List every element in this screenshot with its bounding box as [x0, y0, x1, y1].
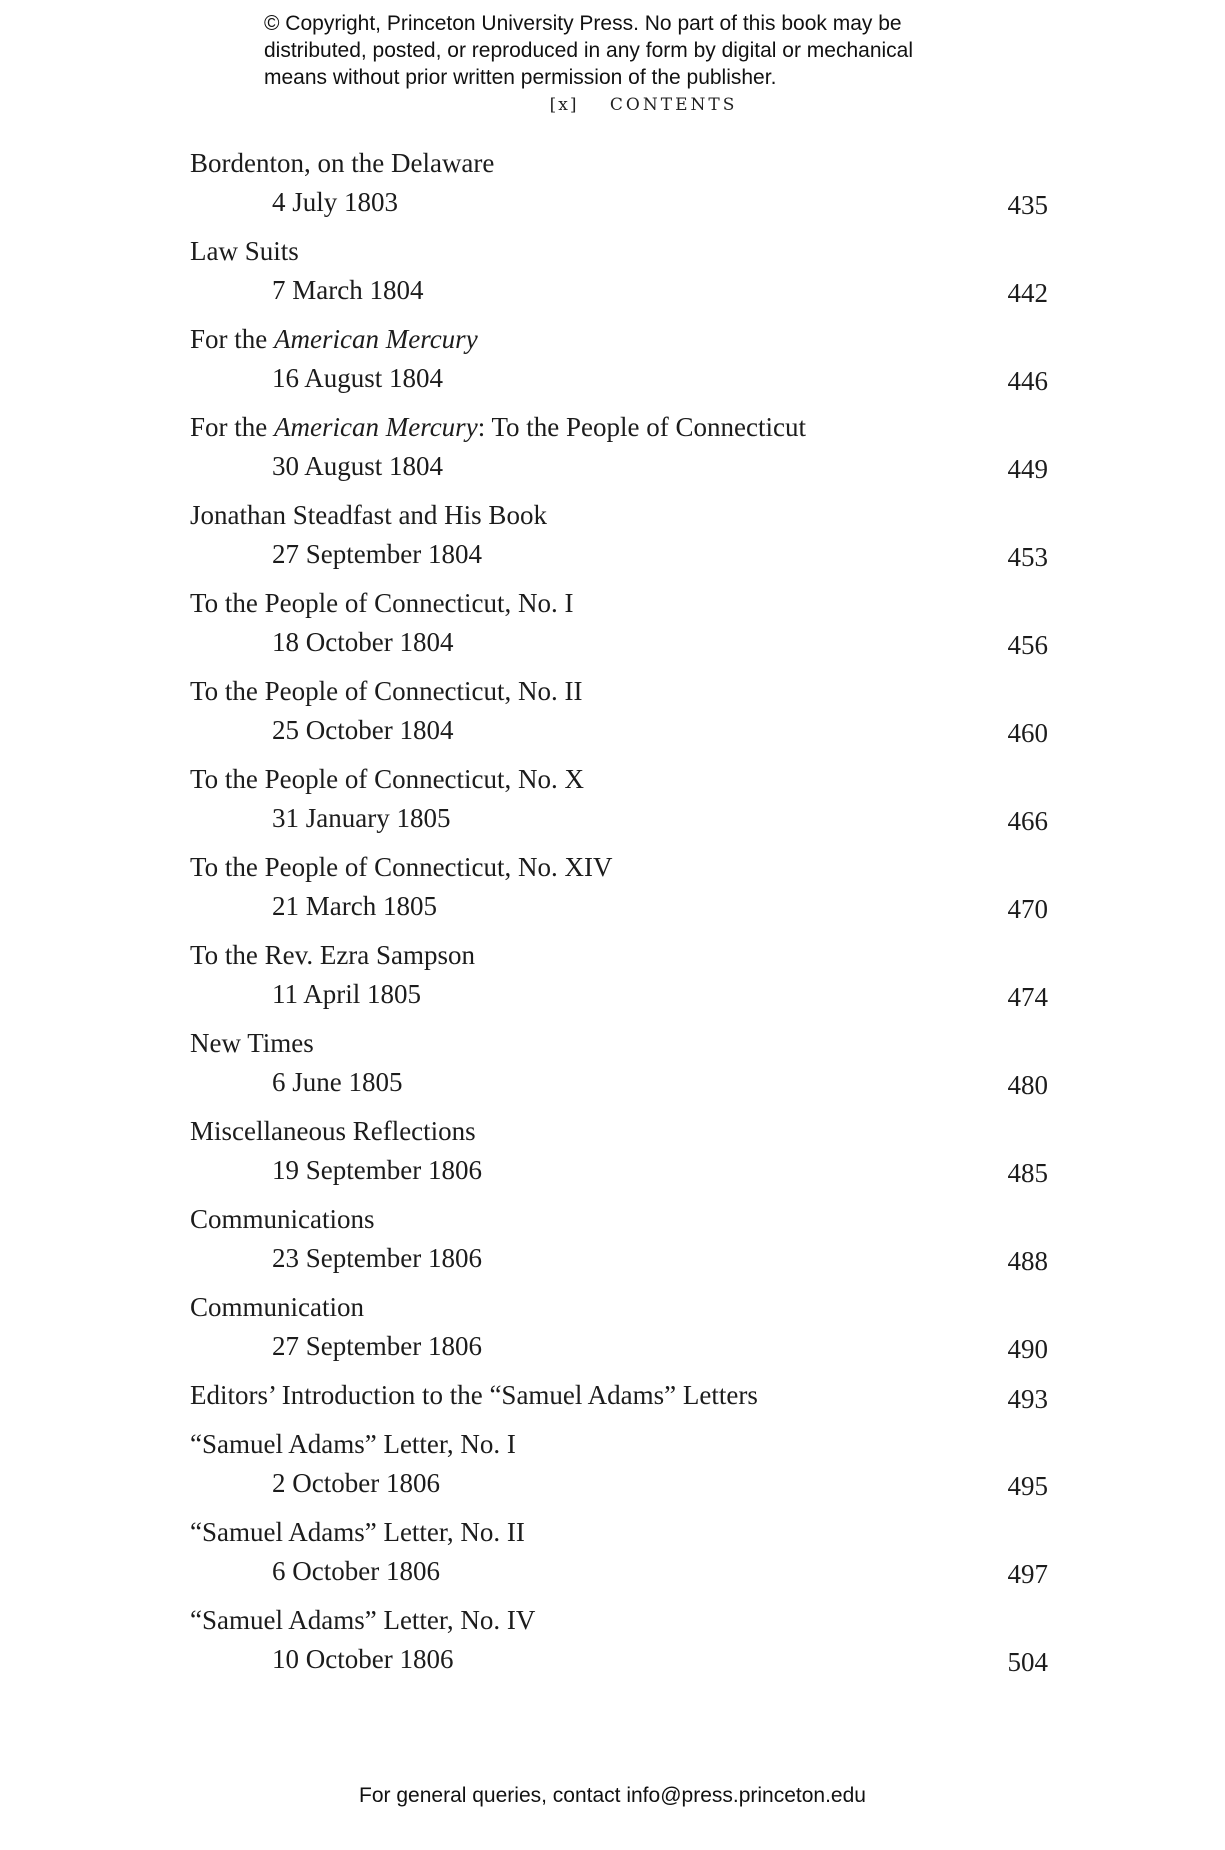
toc-entry-title-text: For the [190, 324, 274, 354]
toc-entry-title [190, 499, 547, 531]
toc-entry-title [190, 323, 478, 355]
toc-entry [190, 1604, 1048, 1692]
toc-entry-page-number: 495 [1007, 1471, 1048, 1501]
toc-entry-page-number: 474 [1007, 982, 1048, 1012]
toc-entry [190, 323, 1048, 411]
footer-contact: For general queries, contact info@press.princeton.edu [359, 1784, 866, 1807]
toc-entry-title-text: : To the People of Connecticut [477, 412, 806, 442]
toc-entry-page-number: 460 [1007, 718, 1048, 748]
toc-entry-date: 18 October 1804 [272, 627, 454, 657]
toc-entry-date: 2 October 1806 [272, 1468, 440, 1498]
toc-entry-title-text: Bordenton, on the Delaware [190, 148, 495, 178]
toc-entry-page-number: 504 [1007, 1647, 1048, 1677]
toc-entry-title [190, 1428, 516, 1460]
toc-entry-date: 21 March 1805 [272, 891, 437, 921]
toc-entry-title-text: To the People of Connecticut, No. II [190, 676, 583, 706]
toc-entry-page-number: 485 [1007, 1158, 1048, 1188]
toc-entry-title-text: Communications [190, 1204, 375, 1234]
toc-entry-title [190, 147, 494, 179]
toc-entry [190, 587, 1048, 675]
copyright-line: means without prior written permission of the publisher. [264, 66, 777, 89]
toc-entry-title [190, 587, 574, 619]
toc-entry [190, 1027, 1048, 1115]
toc-entry-page-number: 480 [1007, 1070, 1048, 1100]
toc-entry-title [190, 1027, 314, 1059]
toc-entry [190, 1291, 1048, 1379]
toc-entry-title-text: Jonathan Steadfast and His Book [190, 500, 547, 530]
toc-entry-date: 6 October 1806 [272, 1556, 440, 1586]
toc-entry-date: 25 October 1804 [272, 715, 454, 745]
toc-entry-title [190, 1115, 476, 1147]
toc-entry-page-number: 446 [1007, 366, 1048, 396]
toc-entry-date: 4 July 1803 [272, 187, 399, 217]
toc-entry-title [190, 1291, 364, 1323]
toc-entry [190, 1428, 1048, 1516]
toc-entry-title-text: Editors’ Introduction to the “Samuel Adams” Letters [190, 1380, 758, 1410]
toc-entry-page-number: 470 [1007, 894, 1048, 924]
toc-entry-date: 27 September 1806 [272, 1331, 482, 1361]
running-head [0, 95, 1225, 115]
toc-entry-title [190, 1516, 525, 1548]
toc-entry-page-number: 490 [1007, 1334, 1048, 1364]
toc-entry-title-text: New Times [190, 1028, 314, 1058]
toc-entry-date: 23 September 1806 [272, 1243, 482, 1273]
toc-entry-title [190, 1379, 758, 1411]
toc-entry-title-text: Miscellaneous Reflections [190, 1116, 476, 1146]
toc-entry-title-text: “Samuel Adams” Letter, No. I [190, 1429, 516, 1459]
toc-entry [190, 675, 1048, 763]
toc-entry-title-text: To the Rev. Ezra Sampson [190, 940, 476, 970]
toc-entry-title-text: Communication [190, 1292, 364, 1322]
toc-entry [190, 235, 1048, 323]
toc-entry-date: 16 August 1804 [272, 363, 444, 393]
toc-entry-title [190, 1203, 375, 1235]
toc-entry-page-number: 453 [1007, 542, 1048, 572]
copyright-notice [264, 10, 984, 91]
toc-entry-page-number: 488 [1007, 1246, 1048, 1276]
toc-entry [190, 1379, 1048, 1428]
toc-entry-page-number: 497 [1007, 1559, 1048, 1589]
toc-entry-page-number: 456 [1007, 630, 1048, 660]
copyright-line: © Copyright, Princeton University Press. No part of this book may be [264, 12, 902, 35]
table-of-contents [190, 147, 1048, 1692]
toc-entry-date: 11 April 1805 [272, 979, 422, 1009]
toc-entry [190, 499, 1048, 587]
toc-entry-page-number: 449 [1007, 454, 1048, 484]
toc-entry-title-text: For the [190, 412, 274, 442]
toc-entry-title [190, 1604, 535, 1636]
toc-entry-title-italic: American Mercury [274, 324, 478, 354]
toc-entry-page-number: 442 [1007, 278, 1048, 308]
toc-entry-title [190, 939, 475, 971]
toc-entry [190, 1203, 1048, 1291]
toc-entry [190, 851, 1048, 939]
toc-entry-date: 30 August 1804 [272, 451, 444, 481]
toc-entry-date: 31 January 1805 [272, 803, 451, 833]
toc-entry-title [190, 235, 299, 267]
toc-entry-title [190, 675, 583, 707]
toc-entry [190, 147, 1048, 235]
toc-entry-title [190, 411, 806, 443]
toc-entry-date: 19 September 1806 [272, 1155, 482, 1185]
toc-entry-page-number: 435 [1007, 190, 1048, 220]
toc-entry-title-text: To the People of Connecticut, No. XIV [190, 852, 613, 882]
toc-entry-title-text: “Samuel Adams” Letter, No. IV [190, 1605, 536, 1635]
toc-entry-title-text: To the People of Connecticut, No. X [190, 764, 585, 794]
toc-entry [190, 411, 1048, 499]
toc-entry-title [190, 763, 584, 795]
page-folio: [x] [549, 95, 579, 115]
toc-entry [190, 1115, 1048, 1203]
toc-entry-date: 27 September 1804 [272, 539, 482, 569]
toc-entry-page-number: 493 [1007, 1384, 1048, 1414]
copyright-line: distributed, posted, or reproduced in any form by digital or mechanical [264, 39, 914, 62]
toc-entry [190, 939, 1048, 1027]
toc-entry-title-text: “Samuel Adams” Letter, No. II [190, 1517, 525, 1547]
toc-entry-date: 6 June 1805 [272, 1067, 403, 1097]
toc-entry-title-text: Law Suits [190, 236, 299, 266]
toc-entry [190, 763, 1048, 851]
toc-entry-page-number: 466 [1007, 806, 1048, 836]
toc-entry-title-text: To the People of Connecticut, No. I [190, 588, 574, 618]
toc-entry-title [190, 851, 613, 883]
toc-entry-date: 7 March 1804 [272, 275, 424, 305]
toc-entry-title-italic: American Mercury [274, 412, 478, 442]
toc-entry [190, 1516, 1048, 1604]
toc-entry-date: 10 October 1806 [272, 1644, 454, 1674]
running-head-label: CONTENTS [609, 95, 738, 115]
